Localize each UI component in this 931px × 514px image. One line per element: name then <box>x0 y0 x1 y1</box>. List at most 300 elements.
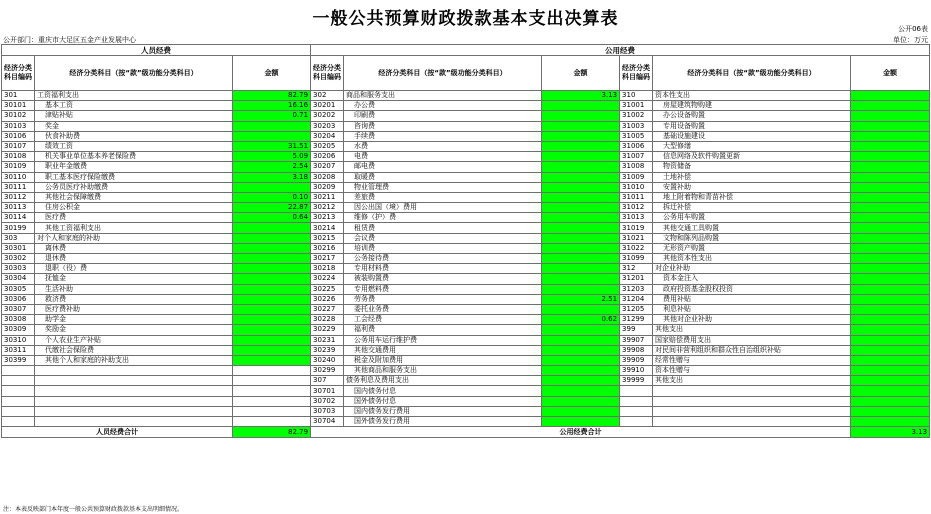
cell-name: 国家赔偿费用支出 <box>653 335 851 345</box>
cell-name: 差旅费 <box>344 192 542 202</box>
cell-amount: 2.54 <box>233 162 311 172</box>
table-row <box>2 101 930 111</box>
cell-amount <box>851 233 930 243</box>
totals-row <box>2 427 930 438</box>
cell-code: 30213 <box>311 213 344 223</box>
cell-name: 公务用车运行维护费 <box>344 335 542 345</box>
cell-code <box>2 386 35 396</box>
cell-code: 31006 <box>620 141 653 151</box>
cell-amount <box>851 325 930 335</box>
cell-name: 奖励金 <box>35 325 233 335</box>
cell-name: 抚恤金 <box>35 274 233 284</box>
cell-name: 信息网络及软件购置更新 <box>653 152 851 162</box>
cell-code: 31005 <box>620 131 653 141</box>
cell-amount <box>851 386 930 396</box>
header-name: 经济分类科目（按“款”级功能分类科目） <box>344 56 542 91</box>
cell-amount <box>542 213 620 223</box>
cell-name: 助学金 <box>35 315 233 325</box>
table-row <box>2 192 930 202</box>
cell-amount <box>851 355 930 365</box>
cell-amount <box>851 254 930 264</box>
cell-code: 30224 <box>311 274 344 284</box>
cell-code <box>620 406 653 416</box>
cell-name: 生活补助 <box>35 284 233 294</box>
cell-name: 基本工资 <box>35 101 233 111</box>
table-row <box>2 335 930 345</box>
table-row <box>2 172 930 182</box>
cell-code: 312 <box>620 264 653 274</box>
table-row <box>2 396 930 406</box>
cell-amount <box>233 264 311 274</box>
cell-name <box>35 417 233 427</box>
cell-name: 对民间非营利组织和群众性自治组织补贴 <box>653 345 851 355</box>
cell-amount <box>851 121 930 131</box>
column-header-row <box>2 56 930 91</box>
footnote: 注：本表反映部门本年度一般公共预算财政拨款基本支出明细情况。 <box>3 506 184 513</box>
cell-code: 31299 <box>620 315 653 325</box>
cell-amount <box>233 396 311 406</box>
cell-amount <box>233 243 311 253</box>
cell-code: 31013 <box>620 213 653 223</box>
cell-code: 30704 <box>311 417 344 427</box>
header-code: 经济分类科目编码 <box>620 56 653 91</box>
cell-name: 债务利息及费用支出 <box>344 376 542 386</box>
cell-code: 31003 <box>620 121 653 131</box>
cell-amount <box>233 315 311 325</box>
personnel-total-amount: 82.79 <box>233 427 311 438</box>
cell-amount <box>233 345 311 355</box>
header-amount: 金额 <box>542 56 620 91</box>
cell-code: 30310 <box>2 335 35 345</box>
form-code: 公开06表 <box>898 25 928 33</box>
cell-code: 30215 <box>311 233 344 243</box>
cell-code: 30309 <box>2 325 35 335</box>
cell-name: 水费 <box>344 141 542 151</box>
header-amount: 金额 <box>851 56 930 91</box>
cell-name <box>653 406 851 416</box>
cell-name: 政府投资基金股权投资 <box>653 284 851 294</box>
expenditure-table <box>1 44 930 438</box>
cell-name: 房屋建筑物购建 <box>653 101 851 111</box>
department-label: 公开部门：重庆市大足区五金产业发展中心 <box>3 36 136 44</box>
cell-name: 其他支出 <box>653 376 851 386</box>
cell-name: 资本金注入 <box>653 274 851 284</box>
table-row <box>2 182 930 192</box>
cell-code: 31205 <box>620 304 653 314</box>
cell-code: 30231 <box>311 335 344 345</box>
cell-name: 费用补贴 <box>653 294 851 304</box>
cell-name: 其他个人和家庭的补助支出 <box>35 355 233 365</box>
cell-name: 租赁费 <box>344 223 542 233</box>
cell-name: 商品和服务支出 <box>344 91 542 101</box>
cell-name: 其他交通费用 <box>344 345 542 355</box>
cell-name: 委托业务费 <box>344 304 542 314</box>
cell-amount <box>851 172 930 182</box>
cell-code: 30301 <box>2 243 35 253</box>
cell-code: 30702 <box>311 396 344 406</box>
cell-amount <box>542 264 620 274</box>
cell-name: 无形资产购置 <box>653 243 851 253</box>
cell-amount <box>851 294 930 304</box>
cell-code: 30101 <box>2 101 35 111</box>
table-row <box>2 254 930 264</box>
cell-amount <box>851 417 930 427</box>
cell-code: 30308 <box>2 315 35 325</box>
cell-name: 被装购置费 <box>344 274 542 284</box>
cell-code: 30206 <box>311 152 344 162</box>
cell-name: 对企业补助 <box>653 264 851 274</box>
cell-code <box>620 386 653 396</box>
cell-name: 会议费 <box>344 233 542 243</box>
cell-code: 30102 <box>2 111 35 121</box>
cell-name: 离休费 <box>35 243 233 253</box>
cell-code: 30114 <box>2 213 35 223</box>
cell-name <box>35 376 233 386</box>
cell-code: 30303 <box>2 264 35 274</box>
cell-name: 国外债务发行费用 <box>344 417 542 427</box>
cell-code: 30204 <box>311 131 344 141</box>
cell-amount: 0.64 <box>233 213 311 223</box>
cell-name: 咨询费 <box>344 121 542 131</box>
table-row <box>2 325 930 335</box>
cell-name: 津贴补贴 <box>35 111 233 121</box>
cell-name: 其他资本性支出 <box>653 254 851 264</box>
cell-amount: 22.87 <box>233 203 311 213</box>
cell-name: 工会经费 <box>344 315 542 325</box>
cell-code: 39909 <box>620 355 653 365</box>
cell-name <box>35 406 233 416</box>
cell-code: 30240 <box>311 355 344 365</box>
cell-code: 30202 <box>311 111 344 121</box>
table-row <box>2 345 930 355</box>
cell-code: 310 <box>620 91 653 101</box>
cell-name: 退职（役）费 <box>35 264 233 274</box>
cell-code: 30106 <box>2 131 35 141</box>
cell-amount <box>233 131 311 141</box>
cell-name: 住房公积金 <box>35 203 233 213</box>
cell-amount: 0.71 <box>233 111 311 121</box>
cell-name: 劳务费 <box>344 294 542 304</box>
table-row <box>2 111 930 121</box>
cell-code: 30212 <box>311 203 344 213</box>
cell-amount <box>542 223 620 233</box>
header-amount: 金额 <box>233 56 311 91</box>
cell-amount <box>542 111 620 121</box>
cell-name: 专用材料费 <box>344 264 542 274</box>
cell-code: 30228 <box>311 315 344 325</box>
table-row <box>2 315 930 325</box>
cell-code: 30201 <box>311 101 344 111</box>
cell-amount <box>542 233 620 243</box>
cell-amount <box>851 141 930 151</box>
cell-code: 31007 <box>620 152 653 162</box>
cell-code: 31203 <box>620 284 653 294</box>
cell-name: 其他对企业补助 <box>653 315 851 325</box>
cell-name <box>35 386 233 396</box>
cell-code: 30306 <box>2 294 35 304</box>
cell-amount <box>233 417 311 427</box>
table-row <box>2 386 930 396</box>
cell-amount <box>851 284 930 294</box>
section-personnel: 人员经费 <box>2 45 311 56</box>
cell-amount <box>851 304 930 314</box>
table-row <box>2 91 930 101</box>
table-row <box>2 152 930 162</box>
cell-code: 30227 <box>311 304 344 314</box>
cell-code: 30216 <box>311 243 344 253</box>
cell-code: 30217 <box>311 254 344 264</box>
cell-amount <box>851 213 930 223</box>
cell-name: 个人农业生产补贴 <box>35 335 233 345</box>
public-total-amount: 3.13 <box>851 427 930 438</box>
cell-amount <box>233 376 311 386</box>
cell-name: 物资储备 <box>653 162 851 172</box>
cell-amount <box>233 223 311 233</box>
cell-code: 30703 <box>311 406 344 416</box>
cell-name: 经常性赠与 <box>653 355 851 365</box>
cell-name: 资本性支出 <box>653 91 851 101</box>
cell-code: 39907 <box>620 335 653 345</box>
cell-code <box>620 396 653 406</box>
cell-name: 维修（护）费 <box>344 213 542 223</box>
cell-amount <box>542 284 620 294</box>
cell-code: 30199 <box>2 223 35 233</box>
cell-code: 30311 <box>2 345 35 355</box>
cell-code: 30304 <box>2 274 35 284</box>
cell-amount <box>542 172 620 182</box>
cell-name <box>653 386 851 396</box>
cell-amount <box>542 355 620 365</box>
cell-code: 30302 <box>2 254 35 264</box>
cell-code: 30299 <box>311 366 344 376</box>
cell-name: 文物和陈列品购置 <box>653 233 851 243</box>
table-row <box>2 121 930 131</box>
cell-amount <box>542 182 620 192</box>
cell-name: 其他支出 <box>653 325 851 335</box>
cell-name: 国外债务付息 <box>344 396 542 406</box>
table-row <box>2 264 930 274</box>
cell-code: 30211 <box>311 192 344 202</box>
cell-name <box>653 417 851 427</box>
cell-name <box>35 366 233 376</box>
personnel-total-label: 人员经费合计 <box>2 427 233 438</box>
table-row <box>2 274 930 284</box>
cell-amount <box>851 376 930 386</box>
cell-amount <box>851 264 930 274</box>
report-title: 一般公共预算财政拨款基本支出决算表 <box>312 9 619 29</box>
cell-name: 邮电费 <box>344 162 542 172</box>
cell-amount <box>233 325 311 335</box>
cell-amount <box>542 162 620 172</box>
cell-code: 30107 <box>2 141 35 151</box>
cell-amount <box>233 254 311 264</box>
cell-code: 31008 <box>620 162 653 172</box>
cell-name: 手续费 <box>344 131 542 141</box>
cell-name: 税金及附加费用 <box>344 355 542 365</box>
cell-amount: 0.62 <box>542 315 620 325</box>
cell-amount <box>233 233 311 243</box>
cell-name: 大型修缮 <box>653 141 851 151</box>
cell-code: 30208 <box>311 172 344 182</box>
cell-name: 电费 <box>344 152 542 162</box>
cell-amount: 3.18 <box>233 172 311 182</box>
cell-name: 其他交通工具购置 <box>653 223 851 233</box>
cell-code: 30305 <box>2 284 35 294</box>
table-row <box>2 203 930 213</box>
cell-name: 基础设施建设 <box>653 131 851 141</box>
cell-name: 代缴社会保险费 <box>35 345 233 355</box>
cell-code: 31009 <box>620 172 653 182</box>
cell-name: 安置补助 <box>653 182 851 192</box>
cell-amount <box>233 335 311 345</box>
cell-amount <box>542 203 620 213</box>
cell-amount <box>542 345 620 355</box>
cell-amount <box>851 243 930 253</box>
cell-amount <box>542 141 620 151</box>
cell-code: 39999 <box>620 376 653 386</box>
cell-code: 30214 <box>311 223 344 233</box>
cell-name: 救济费 <box>35 294 233 304</box>
cell-amount <box>542 152 620 162</box>
cell-name: 福利费 <box>344 325 542 335</box>
cell-amount: 16.16 <box>233 101 311 111</box>
cell-amount <box>233 294 311 304</box>
cell-name: 其他工资福利支出 <box>35 223 233 233</box>
table-row <box>2 233 930 243</box>
cell-amount <box>851 335 930 345</box>
cell-amount <box>233 386 311 396</box>
cell-name: 地上附着物和青苗补偿 <box>653 192 851 202</box>
cell-amount: 5.09 <box>233 152 311 162</box>
cell-amount <box>542 274 620 284</box>
cell-amount <box>851 345 930 355</box>
cell-name: 利息补贴 <box>653 304 851 314</box>
cell-name: 职工基本医疗保险缴费 <box>35 172 233 182</box>
cell-amount <box>542 101 620 111</box>
cell-code: 31201 <box>620 274 653 284</box>
table-row <box>2 162 930 172</box>
cell-code: 30209 <box>311 182 344 192</box>
cell-amount <box>542 131 620 141</box>
table-row <box>2 131 930 141</box>
cell-name: 医疗费补助 <box>35 304 233 314</box>
cell-code: 31001 <box>620 101 653 111</box>
cell-name: 国内债务发行费用 <box>344 406 542 416</box>
cell-code <box>2 366 35 376</box>
cell-code: 30108 <box>2 152 35 162</box>
cell-amount <box>233 274 311 284</box>
cell-name: 对个人和家庭的补助 <box>35 233 233 243</box>
cell-code <box>620 417 653 427</box>
cell-amount <box>851 101 930 111</box>
cell-amount <box>233 182 311 192</box>
cell-name: 国内债务付息 <box>344 386 542 396</box>
cell-code: 31010 <box>620 182 653 192</box>
cell-amount: 31.51 <box>233 141 311 151</box>
cell-code: 31099 <box>620 254 653 264</box>
cell-amount <box>542 386 620 396</box>
cell-code: 302 <box>311 91 344 101</box>
cell-name: 拆迁补偿 <box>653 203 851 213</box>
cell-code: 39910 <box>620 366 653 376</box>
cell-amount <box>542 406 620 416</box>
cell-amount <box>233 355 311 365</box>
cell-amount <box>851 203 930 213</box>
cell-code: 301 <box>2 91 35 101</box>
cell-code <box>2 376 35 386</box>
cell-code: 30207 <box>311 162 344 172</box>
cell-name: 机关事业单位基本养老保险费 <box>35 152 233 162</box>
cell-code: 30218 <box>311 264 344 274</box>
cell-amount <box>542 376 620 386</box>
cell-amount: 2.51 <box>542 294 620 304</box>
cell-amount <box>851 152 930 162</box>
table-row <box>2 355 930 365</box>
cell-amount: 82.79 <box>233 91 311 101</box>
cell-name: 其他商品和服务支出 <box>344 366 542 376</box>
cell-code: 30205 <box>311 141 344 151</box>
table-row <box>2 366 930 376</box>
cell-name: 医疗费 <box>35 213 233 223</box>
cell-name: 取暖费 <box>344 172 542 182</box>
cell-code: 30701 <box>311 386 344 396</box>
table-row <box>2 294 930 304</box>
cell-code <box>2 417 35 427</box>
cell-code: 303 <box>2 233 35 243</box>
cell-code: 30225 <box>311 284 344 294</box>
cell-code: 31021 <box>620 233 653 243</box>
cell-amount: 0.10 <box>233 192 311 202</box>
cell-amount <box>542 192 620 202</box>
cell-name: 专用燃料费 <box>344 284 542 294</box>
cell-name: 其他社会保障缴费 <box>35 192 233 202</box>
cell-code: 30109 <box>2 162 35 172</box>
cell-name: 公务员医疗补助缴费 <box>35 182 233 192</box>
table-row <box>2 213 930 223</box>
table-row <box>2 304 930 314</box>
cell-amount <box>233 284 311 294</box>
cell-name: 工资福利支出 <box>35 91 233 101</box>
cell-name: 职业年金缴费 <box>35 162 233 172</box>
header-name: 经济分类科目（按“款”级功能分类科目） <box>653 56 851 91</box>
cell-amount <box>542 325 620 335</box>
cell-amount <box>542 335 620 345</box>
cell-code: 31002 <box>620 111 653 121</box>
cell-amount <box>851 406 930 416</box>
cell-name: 奖金 <box>35 121 233 131</box>
cell-amount <box>542 254 620 264</box>
table-row <box>2 284 930 294</box>
cell-name: 专用设备购置 <box>653 121 851 131</box>
unit-label: 单位：万元 <box>893 36 928 44</box>
cell-code: 30226 <box>311 294 344 304</box>
cell-amount <box>851 274 930 284</box>
cell-code: 30203 <box>311 121 344 131</box>
cell-amount <box>851 366 930 376</box>
cell-code: 30113 <box>2 203 35 213</box>
cell-amount <box>542 417 620 427</box>
table-row <box>2 417 930 427</box>
cell-amount <box>851 396 930 406</box>
cell-code <box>2 396 35 406</box>
cell-code: 307 <box>311 376 344 386</box>
cell-code: 30399 <box>2 355 35 365</box>
cell-name <box>35 396 233 406</box>
cell-name: 公务用车购置 <box>653 213 851 223</box>
cell-name: 办公设备购置 <box>653 111 851 121</box>
cell-amount <box>851 91 930 101</box>
cell-name: 因公出国（境）费用 <box>344 203 542 213</box>
